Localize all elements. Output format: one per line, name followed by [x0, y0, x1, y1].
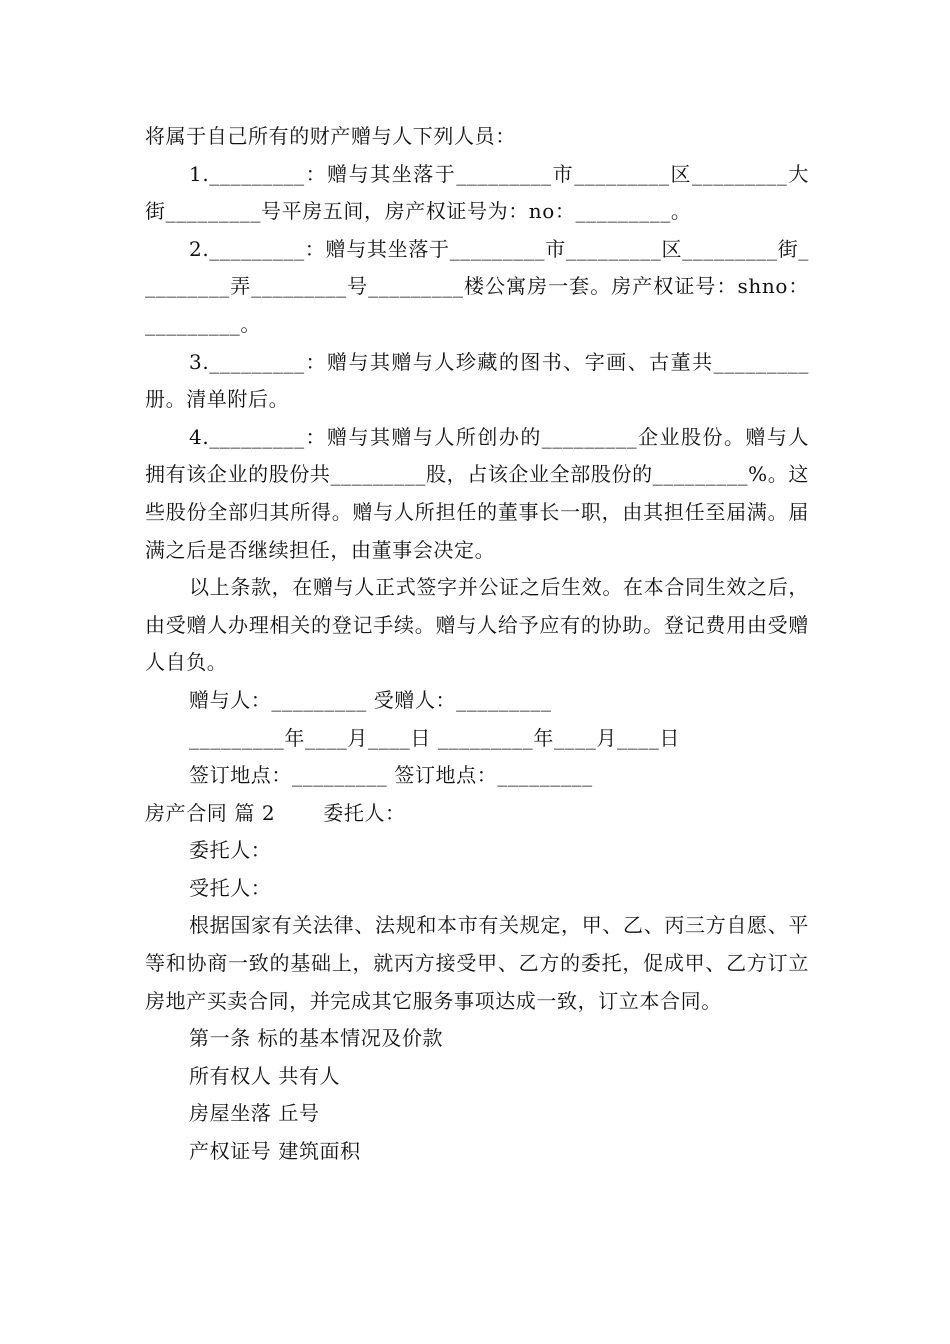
trustee-label: 受托人： [189, 875, 272, 900]
article-1-title: 第一条 标的基本情况及价款 [189, 1026, 444, 1051]
gift-item-3-paragraph: 3._________：赠与其赠与人珍藏的图书、字画、古董共_________册。清单附后。 [145, 349, 809, 412]
signing-place-line: 签订地点：_________ 签订地点：_________ [189, 763, 593, 788]
field-owner-coowner: 所有权人 共有人 [189, 1063, 341, 1088]
effect-clause-paragraph: 以上条款，在赠与人正式签字并公证之后生效。在本合同生效之后，由受赠人办理相关的登记手续。赠与人给予应有的协助。登记费用由受赠人自负。 [145, 575, 809, 675]
date-line: _________年____月____日 _________年____月____日 [189, 725, 680, 750]
gift-item-4-paragraph: 4._________：赠与其赠与人所创办的_________企业股份。赠与人拥有该企业的股份共_________股，占该企业全部股份的_________%。这些股份全部归其所得。赠与人所担任的董事长一职，由其担任至届满。届满之后是否继续担任，由董事会决定。 [145, 424, 809, 562]
signature-line: 赠与人：_________ 受赠人：_________ [189, 687, 552, 712]
client-label: 委托人： [189, 838, 272, 863]
section-first-label: 委托人： [323, 800, 406, 825]
gift-item-1-paragraph: 1._________：赠与其坐落于_________市_________区_________大街_________号平房五间，房产权证号为：no：_________。 [145, 161, 809, 224]
preamble-paragraph: 根据国家有关法律、法规和本市有关规定，甲、乙、丙三方自愿、平等和协商一致的基础上，就丙方接受甲、乙方的委托，促成甲、乙方订立房地产买卖合同，并完成其它服务事项达成一致，订立本合同。 [145, 913, 809, 1013]
document-body [145, 118, 809, 1171]
gift-item-2-paragraph: 2._________：赠与其坐落于_________市_________区_________街_________弄_________号_________楼公寓房一套。房产权证号：shno：_________。 [145, 236, 809, 336]
field-certificate-area: 产权证号 建筑面积 [189, 1139, 361, 1164]
field-location-parcel: 房屋坐落 丘号 [189, 1101, 320, 1126]
gift-intro-paragraph: 将属于自己所有的财产赠与人下列人员： [145, 124, 516, 148]
section-title: 房产合同 篇 2 [145, 800, 276, 825]
section-heading-line [145, 795, 809, 833]
